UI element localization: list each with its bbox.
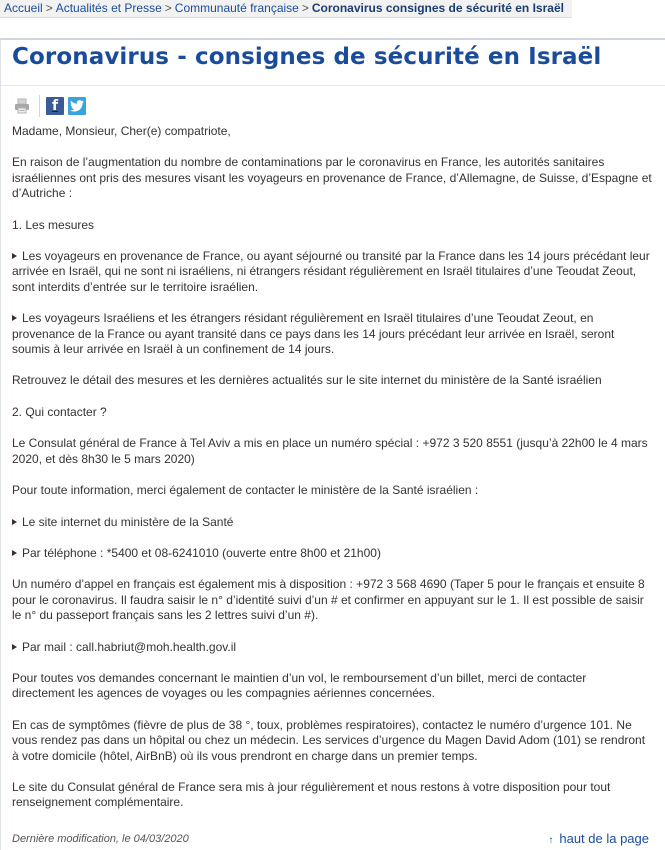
last-modified: Dernière modification, le 04/03/2020: [12, 833, 189, 845]
phone-item: Par téléphone : *5400 et 08-6241010 (ouverte entre 8h00 et 21h00): [12, 546, 652, 561]
measure-item: Les voyageurs Israéliens et les étrangers résidant régulièrement en Israël titulaires d’une Teoudat Zeout, en provenance de la France ou ayant transité dans ce pays dans les 14 jours précédant leur arrivée en Israël, seront soumis à leur arrivée en Israël à un confinement de 14 jours.: [12, 311, 652, 357]
health-ministry-link[interactable]: Retrouvez le détail des mesures et les dernières actualités sur le site internet du ministère de la Santé israélien: [12, 373, 602, 388]
share-bar: [13, 96, 90, 116]
french-line-paragraph: Un numéro d’appel en français est également mis à disposition : +972 3 568 4690 (Taper 5 pour le français et ensuite 8 pour le coronavirus. Il faudra saisir le n° d’identité suivi d’un # et confirmer en appuyant sur le 1. Il est possible de saisir le n° du passeport français sans les 2 lettres suivi d’un #).: [12, 577, 645, 623]
page-title: Coronavirus - consignes de sécurité en Israël: [12, 44, 602, 70]
mail-item: Par mail : call.habriut@moh.health.gov.il: [12, 640, 652, 655]
back-to-top-link[interactable]: [548, 831, 649, 846]
article-panel: [0, 38, 665, 850]
info-paragraph: Pour toute information, merci également de contacter le ministère de la Santé israélien :: [12, 483, 479, 498]
article-body: [12, 124, 652, 811]
share-divider: [39, 95, 40, 117]
breadcrumb-separator: >: [301, 1, 309, 15]
section-heading: 1. Les mesures: [12, 217, 95, 232]
flights-paragraph: Pour toutes vos demandes concernant le maintien d’un vol, le remboursement d’un billet, merci de contacter directement les agences de voyages ou les compagnies aériennes concernées.: [12, 670, 587, 701]
symptoms-paragraph: En cas de symptômes (fièvre de plus de 38 °, toux, problèmes respiratoires), contactez le numéro d’urgence 101. Ne vous rendez pas dans un hôpital ou chez un médecin. Les services d’urgence du Magen David Adom (101) se rendront à votre domicile (hôtel, AirBnB) où ils vous prendront en charge dans un premier temps.: [12, 717, 646, 763]
print-icon[interactable]: [13, 97, 31, 115]
greeting: Madame, Monsieur, Cher(e) compatriote,: [12, 124, 231, 138]
back-to-top-label: haut de la page: [559, 831, 649, 846]
breadcrumb-current: Coronavirus consignes de sécurité en Israël: [311, 1, 564, 15]
breadcrumb: [0, 0, 572, 18]
arrow-up-icon: ↑: [548, 835, 554, 846]
breadcrumb-news[interactable]: Actualités et Presse: [55, 1, 162, 15]
measure-item: Les voyageurs en provenance de France, ou ayant séjourné ou transité par la France dans les 14 jours précédant leur arrivée en Israël, qui ne sont ni israéliens, ni étrangers résidant régulièrement en Israël titulaires d’une Teoudat Zeout, sont interdits d’entrée sur le territoire israélien.: [12, 249, 652, 295]
closing-paragraph: Le site du Consulat général de France sera mis à jour régulièrement et nous restons à votre disposition pour tout renseignement complémentaire.: [12, 779, 611, 810]
ministry-website-link[interactable]: Le site internet du ministère de la Santé: [12, 515, 652, 530]
intro-paragraph: En raison de l’augmentation du nombre de contaminations par le coronavirus en France, les autorités sanitaires israéliennes ont pris des mesures visant les voyageurs en provenance de France, d’Allemagne, de Suisse, d’Espagne et d’Autriche :: [12, 155, 652, 201]
breadcrumb-community[interactable]: Communauté française: [174, 1, 299, 15]
section-heading: 2. Qui contacter ?: [12, 404, 107, 419]
breadcrumb-separator: >: [45, 1, 53, 15]
consulate-paragraph: Le Consulat général de France à Tel Aviv a mis en place un numéro spécial : +972 3 520 8551 (jusqu’à 22h00 le 4 mars 2020, et dès 8h30 le 5 mars 2020): [12, 436, 648, 466]
breadcrumb-home[interactable]: Accueil: [4, 1, 43, 15]
breadcrumb-separator: >: [164, 1, 172, 15]
facebook-icon[interactable]: f: [46, 97, 64, 115]
twitter-icon[interactable]: [68, 97, 86, 115]
title-divider: [1, 85, 665, 86]
